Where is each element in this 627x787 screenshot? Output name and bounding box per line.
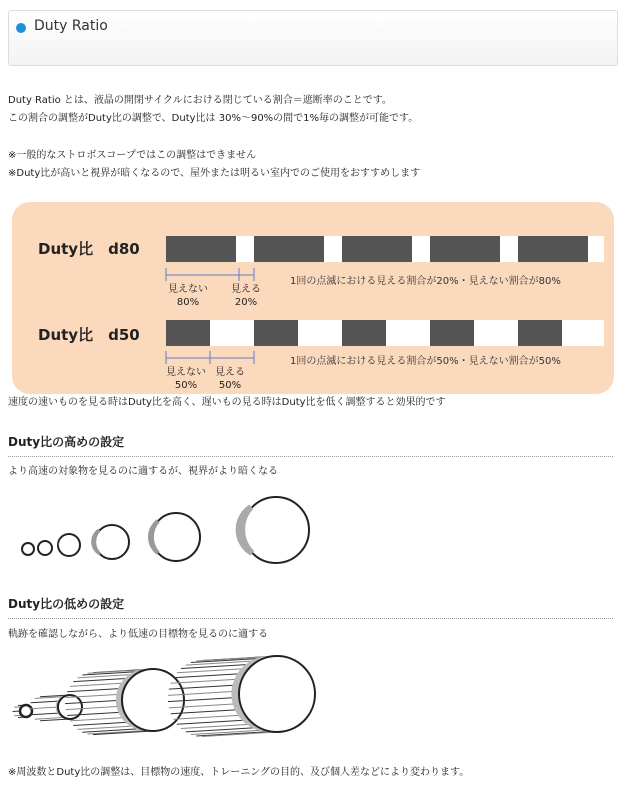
d50-invisible-text: 見えない — [166, 367, 206, 378]
high-setting-heading: Duty比の高めの設定 — [8, 435, 125, 449]
high-setting-text: より高速の対象物を見るのに適するが、視界がより暗くなる — [8, 466, 278, 477]
low-setting-text: 軌跡を確認しながら、より低速の目標物を見るのに適する — [8, 629, 268, 640]
duty-d80-label: Duty比 d80 — [38, 240, 140, 258]
motion-ball-icon — [29, 695, 82, 721]
intro-line-2: この割合の調整がDuty比の調整で、Duty比は 30%～90%の間で1%毎の調整が可能です。 — [8, 113, 419, 124]
duty-d50-label: Duty比 d50 — [38, 326, 140, 344]
d50-visible-text: 見える — [215, 367, 245, 378]
page-title: Duty Ratio — [34, 18, 108, 34]
d80-visible-text: 見える — [231, 284, 261, 295]
intro-line-1: Duty Ratio とは、液晶の開閉サイクルにおける閉じている割合＝遮断率のことです。 — [8, 95, 392, 106]
d80-invisible-text: 見えない — [168, 284, 208, 295]
d80-invisible-pct: 80% — [176, 297, 200, 308]
summary-text: 速度の速いものを見る時はDuty比を高く、遅いもの見る時はDuty比を低く調整すると効果的です — [8, 397, 446, 408]
d80-description: 1回の点滅における見える割合が20%・見えない割合が80% — [290, 276, 561, 287]
d50-description: 1回の点滅における見える割合が50%・見えない割合が50% — [290, 356, 561, 367]
motion-ball-icon — [13, 705, 32, 717]
low-setting-heading: Duty比の低めの設定 — [8, 597, 125, 611]
motion-ball-icon — [65, 669, 184, 735]
d50-visible-pct: 50% — [218, 380, 242, 391]
motion-ball-icon — [168, 656, 315, 737]
intro-note-2: ※Duty比が高いと視界が暗くなるので、屋外または明るい室内でのご使用をおすすめします — [8, 168, 421, 179]
d80-visible-pct: 20% — [234, 297, 258, 308]
footer-note: ※周波数とDuty比の調整は、目標物の速度、トレーニングの目的、及び個人差などにより変わります。 — [8, 767, 470, 778]
d50-invisible-pct: 50% — [174, 380, 198, 391]
intro-note-1: ※一般的なストロボスコープではこの調整はできません — [8, 150, 257, 161]
